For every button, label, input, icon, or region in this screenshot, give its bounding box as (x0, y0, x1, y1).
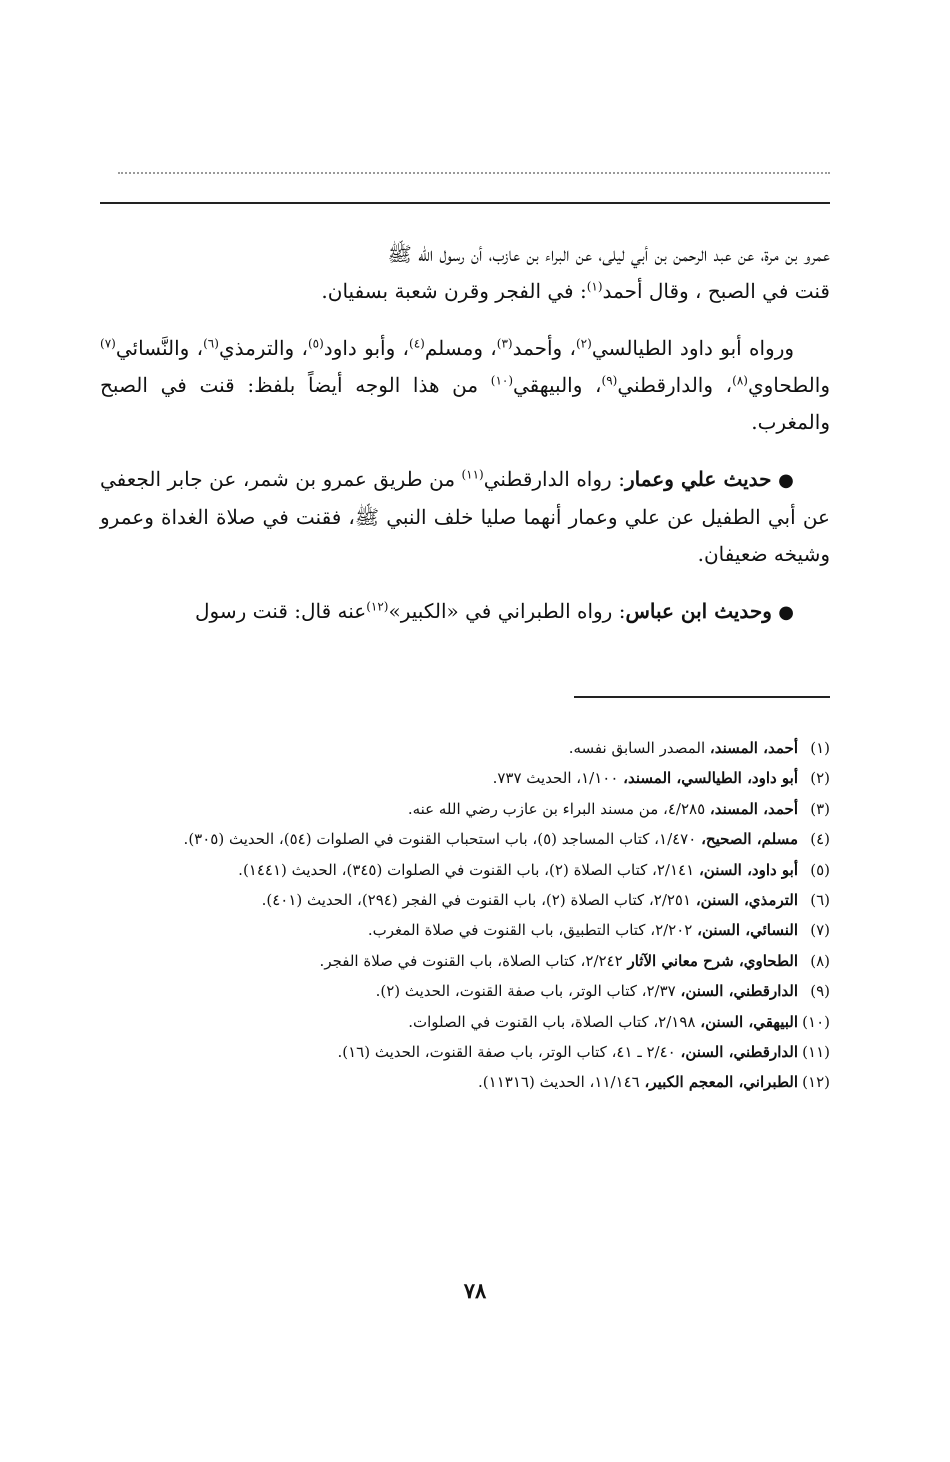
paragraph-2: ورواه أبو داود الطيالسي$^{(٢)}$، وأحمد$^{(٣)}$، ومسلم$^{(٤)}$، وأبو داود$^{(٥)}$، والترمذي$^{(٦)}$، والنَّسائي$^{(٧)}$ والطحاوي$^{(٨)}$، والدارقطني$^{(٩)}$، والبيهقي$^{(١٠)}$ من هذا الوجه أيضاً بلفظ: قنت في الصبح والمغرب. (100, 336, 830, 434)
footnote-ref-8[interactable]: (٨) (732, 373, 748, 388)
paragraph-3: ● حديث علي وعمار: رواه الدارقطني$^{(١١)}$ من طريق عمرو بن شمر، عن جابر الجعفي عن أبي الطفيل عن علي وعمار أنهما صليا خلف النبي ﷺ، فقنت في صلاة الغداة وعمرو وشيخه ضعيفان. (100, 467, 830, 566)
footnote-5: (٥)أبو داود، السنن، ٢/١٤١، كتاب الصلاة (٢)، باب القنوت في الصلوات (٣٤٥)، الحديث (١٤٤١). (238, 860, 830, 879)
footnotes (100, 733, 830, 1098)
header-dotted-rule (118, 172, 830, 174)
footnote-ref-12[interactable]: (١٢) (366, 599, 389, 614)
footnote-8: (٨)الطحاوي، شرح معاني الآثار ٢/٢٤٢، كتاب الصلاة، باب القنوت في صلاة الفجر. (319, 951, 830, 970)
footnote-ref-5[interactable]: (٥) (307, 336, 324, 351)
footnote-ref-1[interactable]: (١) (586, 279, 603, 294)
footnote-10: (١٠)البيهقي، السنن، ٢/١٩٨، كتاب الصلاة، باب القنوت في الصلوات. (408, 1012, 830, 1031)
footnote-ref-3[interactable]: (٣) (496, 336, 513, 351)
footnote-ref-11[interactable]: (١١) (461, 467, 484, 482)
footnote-9: (٩)الدارقطني، السنن، ٢/٣٧، كتاب الوتر، باب صفة القنوت، الحديث (٢). (375, 982, 830, 1001)
footnote-6: (٦)الترمذي، السنن، ٢/٢٥١، كتاب الصلاة (٢)، باب القنوت في الفجر (٢٩٤)، الحديث (٤٠١). (261, 891, 830, 910)
header-rule (100, 202, 830, 204)
main-text (100, 236, 830, 651)
footnote-ref-2[interactable]: (٢) (575, 336, 592, 351)
footnote-ref-9[interactable]: (٩) (601, 373, 618, 388)
footnote-1: (١)أحمد، المسند، المصدر السابق نفسه. (568, 739, 830, 757)
footnote-2: (٢)أبو داود، الطيالسي، المسند، ١/١٠٠، الحديث ٧٣٧. (492, 769, 830, 788)
bullet-icon: ● (778, 470, 795, 491)
bullet-icon: ● (778, 602, 794, 623)
paragraph-4: ● وحديث ابن عباس: رواه الطبراني في «الكبير»$^{(١٢)}$عنه قال: قنت رسول (195, 599, 794, 623)
footnote-11: (١١)الدارقطني، السنن، ٢/٤٠ ـ ٤١، كتاب الوتر، باب صفة القنوت، الحديث (١٦). (337, 1043, 830, 1062)
footnote-ref-6[interactable]: (٦) (203, 336, 219, 351)
section-heading-ibn-abbas: وحديث ابن عباس (625, 599, 772, 623)
footnote-ref-7[interactable]: (٧) (100, 336, 116, 351)
page-number: ٧٨ (463, 1278, 487, 1303)
footnote-4: (٤)مسلم، الصحيح، ١/٤٧٠، كتاب المساجد (٥)، باب استحباب القنوت في الصلوات (٥٤)، الحديث (٣٠٥). (183, 830, 830, 849)
footnote-separator (574, 696, 830, 698)
footnote-3: (٣)أحمد، المسند، ٤/٢٨٥، من مسند البراء بن عازب رضي الله عنه. (407, 799, 830, 818)
footnote-7: (٧)النسائي، السنن، ٢/٢٠٢، كتاب التطبيق، باب القنوت في صلاة المغرب. (367, 921, 830, 940)
footnote-12: (١٢)الطبراني، المعجم الكبير، ١١/١٤٦، الحديث (١١٣١٦). (478, 1073, 830, 1092)
footnote-ref-10[interactable]: (١٠) (490, 373, 514, 388)
paragraph-1: عمرو بن مرة، عن عبد الرحمن بن أبي ليلى، عن البراء بن عازب، أن رسول الله ﷺ قنت في الصبح ، وقال أحمد$^{(١)}$: في الفجر وقرن شعبة بسفيان. (321, 242, 830, 303)
paragraph-1-line-1: عمرو بن مرة، عن عبد الرحمن بن أبي ليلى، عن البراء بن عازب، أن رسول الله ﷺ (387, 242, 830, 266)
footnote-ref-4[interactable]: (٤) (409, 336, 425, 351)
section-heading-ali-ammar: حديث علي وعمار (624, 467, 772, 491)
